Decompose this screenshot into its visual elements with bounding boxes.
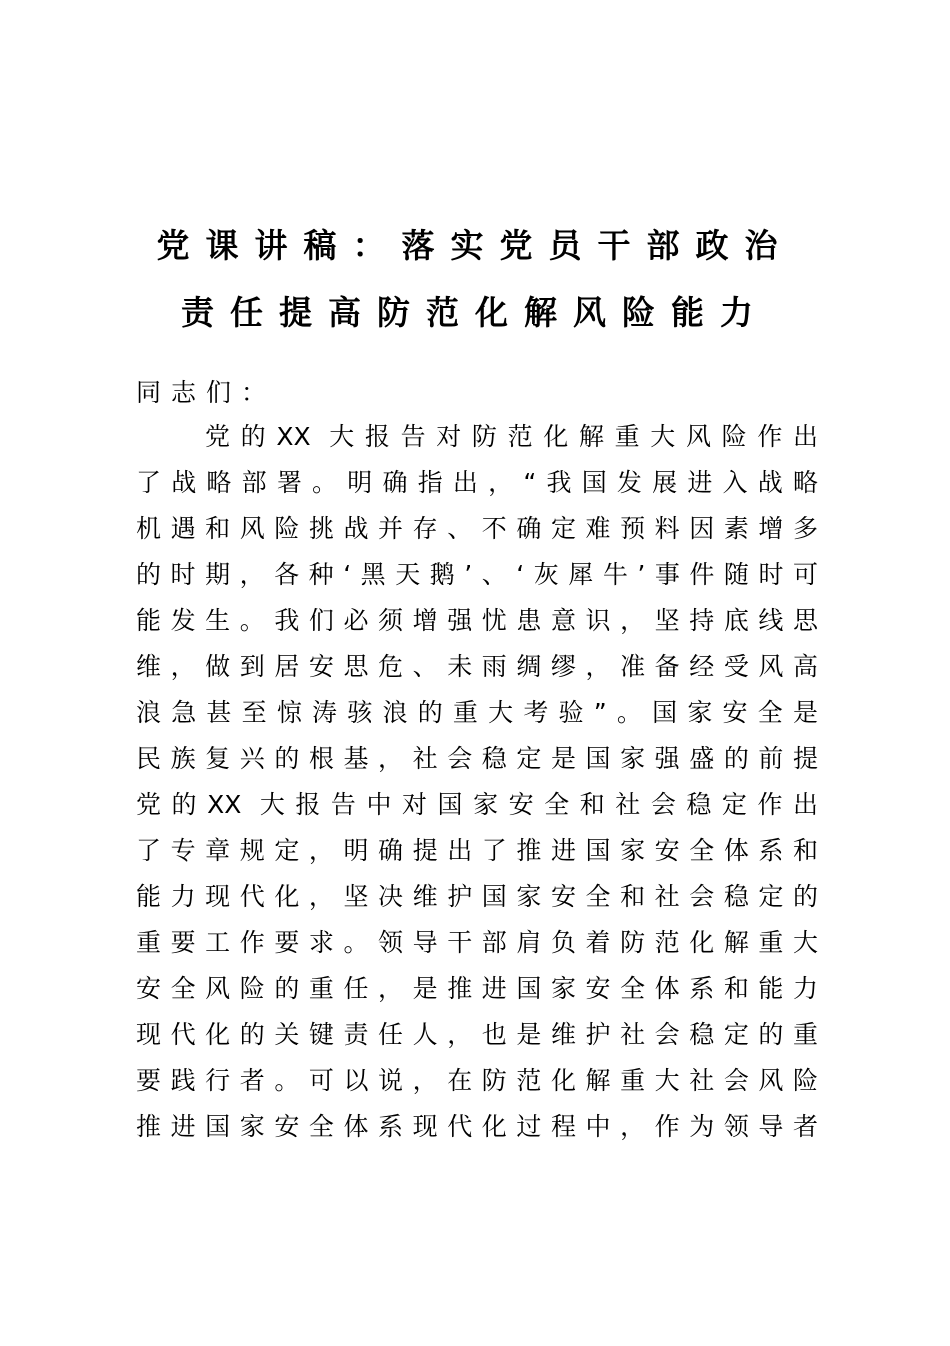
paragraph-line: 推进国家安全体系现代化过程中，作为领导者 <box>136 1112 818 1141</box>
paragraph-line: 机遇和风险挑战并存、不确定难预料因素增多 <box>136 514 818 543</box>
paragraph-line: 能力现代化，坚决维护国家安全和社会稳定的 <box>136 882 818 911</box>
paragraph-line: 党的XX 大报告中对国家安全和社会稳定作出 <box>136 790 818 819</box>
paragraph-line: 了专章规定，明确提出了推进国家安全体系和 <box>136 836 818 865</box>
document-title-line-1: 党课讲稿：落实党员干部政治 <box>156 226 794 265</box>
paragraph-line: 了战略部署。明确指出，“我国发展进入战略 <box>136 468 818 497</box>
paragraph-line: 浪急甚至惊涛骇浪的重大考验”。国家安全是 <box>136 698 818 727</box>
paragraph-line: 党的XX 大报告对防范化解重大风险作出 <box>205 422 818 451</box>
paragraph-line: 重要工作要求。领导干部肩负着防范化解重大 <box>136 928 818 957</box>
paragraph-line: 能发生。我们必须增强忧患意识，坚持底线思 <box>136 606 818 635</box>
paragraph-line: 现代化的关键责任人，也是维护社会稳定的重 <box>136 1020 818 1049</box>
paragraph-line: 要践行者。可以说，在防范化解重大社会风险 <box>136 1066 818 1095</box>
document-title-line-2: 责任提高防范化解风险能力 <box>181 293 769 332</box>
paragraph-line: 维，做到居安思危、未雨绸缪，准备经受风高 <box>136 652 818 681</box>
paragraph-line: 的时期，各种‘黑天鹅’、‘灰犀牛’事件随时可 <box>136 560 818 589</box>
salutation: 同志们： <box>136 378 277 407</box>
paragraph-line: 安全风险的重任，是推进国家安全体系和能力 <box>136 974 818 1003</box>
paragraph-line: 民族复兴的根基，社会稳定是国家强盛的前提 <box>136 744 818 773</box>
